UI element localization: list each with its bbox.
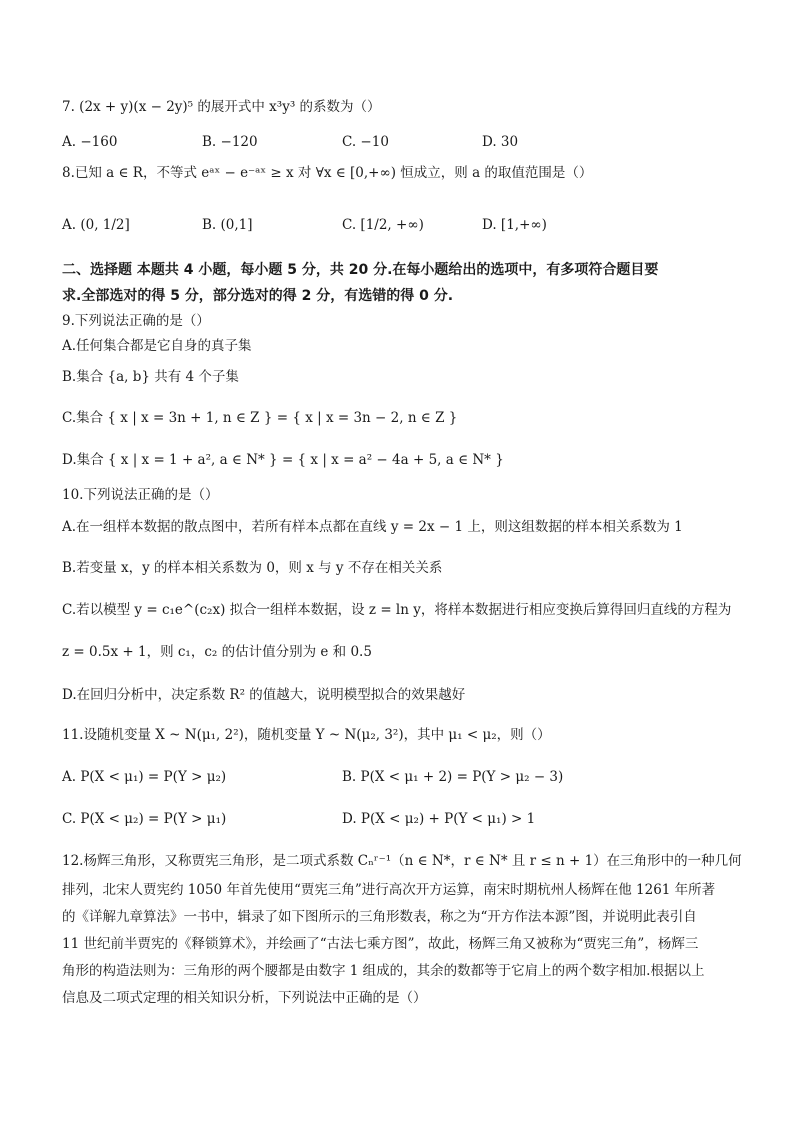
q7-option-d: D. 30 [482,134,519,150]
q7-option-c: C. −10 [342,134,389,150]
q11-stem: 11.设随机变量 X ~ N(μ₁, 2²)，随机变量 Y ~ N(μ₂, 3²)，其中 μ₁ < μ₂，则（） [62,727,551,743]
q12-line-6: 信息及二项式定理的相关知识分析，下列说法中正确的是（） [62,990,427,1006]
section2-heading-line2: 求.全部选对的得 5 分，部分选对的得 2 分，有选错的得 0 分. [62,288,454,304]
section2-heading-line1: 二、选择题 本题共 4 小题，每小题 5 分，共 20 分.在每小题给出的选项中，有多项符合题目要 [62,262,659,278]
q10-option-d: D.在回归分析中，决定系数 R² 的值越大，说明模型拟合的效果越好 [62,687,466,703]
q10-option-a: A.在一组样本数据的散点图中，若所有样本点都在直线 y = 2x − 1 上，则这组数据的样本相关系数为 1 [62,519,683,535]
q12-line-1: 12.杨辉三角形，又称贾宪三角形，是二项式系数 Cₙʳ⁻¹（n ∈ N*，r ∈ N* 且 r ≤ n + 1）在三角形中的一种几何 [62,853,742,869]
q9-option-c: C.集合 { x | x = 3n + 1, n ∈ Z } = { x | x = 3n − 2, n ∈ Z } [62,410,458,426]
q8-option-b: B. (0,1] [202,217,253,233]
q10-option-c-line1: C.若以模型 y = c₁e^(c₂x) 拟合一组样本数据，设 z = ln y，将样本数据进行相应变换后算得回归直线的方程为 [62,602,732,618]
q12-line-2: 排列，北宋人贾宪约 1050 年首先使用“贾宪三角”进行高次开方运算，南宋时期杭州人杨辉在他 1261 年所著 [62,882,716,898]
q10-stem: 10.下列说法正确的是（） [62,487,219,503]
q12-line-4: 11 世纪前半贾宪的《释锁算术》，并绘画了“古法七乘方图”，故此，杨辉三角又被称为“贾宪三角”，杨辉三 [62,936,699,952]
q7-option-a: A. −160 [62,134,118,150]
q11-option-d: D. P(X < μ₂) + P(Y < μ₁) > 1 [342,811,536,827]
q8-option-d: D. [1,+∞) [482,217,547,233]
q8-option-c: C. [1/2, +∞) [342,217,424,233]
q11-option-b: B. P(X < μ₁ + 2) = P(Y > μ₂ − 3) [342,769,564,785]
q9-stem: 9.下列说法正确的是（） [62,313,210,329]
q9-option-a: A.任何集合都是它自身的真子集 [62,338,252,354]
q11-option-c: C. P(X < μ₂) = P(Y > μ₁) [62,811,227,827]
q12-line-5: 角形的构造法则为：三角形的两个腰都是由数字 1 组成的，其余的数都等于它肩上的两个数字相加.根据以上 [62,963,705,979]
q9-option-b: B.集合 {a, b} 共有 4 个子集 [62,369,239,385]
q8-stem: 8.已知 a ∈ R，不等式 eᵃˣ − e⁻ᵃˣ ≥ x 对 ∀x ∈ [0,+∞) 恒成立，则 a 的取值范围是（） [62,165,593,181]
q7-stem: 7. (2x + y)(x − 2y)⁵ 的展开式中 x³y³ 的系数为（） [62,99,381,115]
q9-option-d: D.集合 { x | x = 1 + a², a ∈ N* } = { x | x = a² − 4a + 5, a ∈ N* } [62,452,504,468]
q7-option-b: B. −120 [202,134,258,150]
q8-option-a: A. (0, 1/2] [62,217,130,233]
q11-option-a: A. P(X < μ₁) = P(Y > μ₂) [62,769,227,785]
q12-line-3: 的《详解九章算法》一书中，辑录了如下图所示的三角形数表，称之为“开方作法本源”图，并说明此表引自 [62,909,697,925]
q10-option-b: B.若变量 x，y 的样本相关系数为 0，则 x 与 y 不存在相关关系 [62,560,443,576]
q10-option-c-line2: z = 0.5x + 1，则 c₁，c₂ 的估计值分别为 e 和 0.5 [62,644,372,660]
